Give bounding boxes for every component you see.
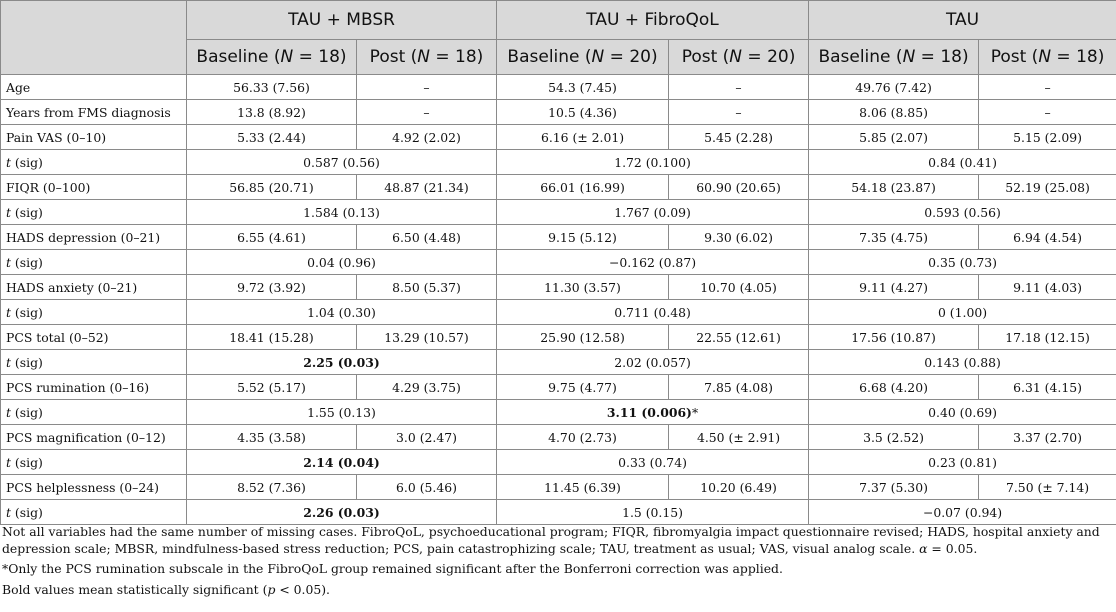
table-cell: 7.85 (4.08) [669,375,809,400]
table-cell: 56.85 (20.71) [187,175,357,200]
t-value: 1.767 (0.09) [614,204,691,220]
row-label: PCS total (0–52) [1,325,187,350]
table-row [1,100,1116,125]
sig-label: (sig) [10,454,43,470]
row-label: Years from FMS diagnosis [1,100,187,125]
subheader-prefix: Post ( [369,47,418,67]
t-symbol: t [6,454,11,470]
row-label [1,300,187,325]
row-label [1,450,187,475]
table-cell: 8.06 (8.85) [809,100,979,125]
table-cell: 4.70 (2.73) [497,425,669,450]
table-cell: 13.29 (10.57) [357,325,497,350]
t-value: 0.35 (0.73) [928,254,997,270]
table-cell: – [357,75,497,100]
subheader-n-symbol: N [591,47,605,67]
table-cell: 49.76 (7.42) [809,75,979,100]
table-cell: 10.20 (6.49) [669,475,809,500]
table-cell: 6.16 (± 2.01) [497,125,669,150]
t-value-cell [497,350,809,375]
row-label: HADS anxiety (0–21) [1,275,187,300]
subheader-1 [357,40,497,75]
table-cell: 8.50 (5.37) [357,275,497,300]
t-symbol: t [6,204,11,220]
t-value-cell [809,450,1116,475]
subheader-n-symbol: N [1038,47,1052,67]
t-value-cell [187,450,497,475]
subheader-prefix: Post ( [990,47,1039,67]
group-header-tau: TAU [809,1,1116,40]
sig-label: (sig) [10,304,43,320]
table-cell: 4.35 (3.58) [187,425,357,450]
row-label [1,200,187,225]
table-cell: 6.0 (5.46) [357,475,497,500]
t-value-cell [497,300,809,325]
t-value-cell [187,400,497,425]
table-cell: 5.85 (2.07) [809,125,979,150]
bonferroni-footnote: *Only the PCS rumination subscale in the FibroQoL group remained significant after the Bonferroni correction was applied. [2,561,783,576]
t-value-cell [187,300,497,325]
table-cell: 4.29 (3.75) [357,375,497,400]
table-cell: 3.37 (2.70) [979,425,1116,450]
subheader-n-symbol: N [280,47,294,67]
table-row [1,75,1116,100]
sig-label: (sig) [10,354,43,370]
table-cell: 9.15 (5.12) [497,225,669,250]
subheader-n-symbol: N [729,47,743,67]
t-value-cell [809,250,1116,275]
t-sig-row [1,300,1116,325]
t-value: 0.143 (0.88) [924,354,1001,370]
t-value: 0.84 (0.41) [928,154,997,170]
t-value-cell [809,200,1116,225]
row-label [1,350,187,375]
table-cell: 9.11 (4.03) [979,275,1116,300]
t-value-cell [187,500,497,525]
t-symbol: t [6,404,11,420]
subheader-prefix: Baseline ( [196,47,281,67]
table-cell: – [357,100,497,125]
table-cell: – [979,100,1116,125]
table-cell: 22.55 (12.61) [669,325,809,350]
t-sig-row [1,250,1116,275]
corner-header [1,1,187,75]
t-sig-row [1,400,1116,425]
row-label: Pain VAS (0–10) [1,125,187,150]
t-symbol: t [6,504,11,520]
table-cell: 6.50 (4.48) [357,225,497,250]
t-value-cell [809,400,1116,425]
table-cell: 9.30 (6.02) [669,225,809,250]
table-cell: 9.75 (4.77) [497,375,669,400]
t-value: 0.33 (0.74) [618,454,687,470]
table-row [1,475,1116,500]
subheader-5 [979,40,1116,75]
t-value-cell [809,300,1116,325]
subheader-suffix: = 18) [1051,47,1105,67]
table-cell: 9.11 (4.27) [809,275,979,300]
table-cell: 4.50 (± 2.91) [669,425,809,450]
t-value-cell [187,250,497,275]
t-value-cell [497,500,809,525]
table-cell: 3.0 (2.47) [357,425,497,450]
t-value: 1.55 (0.13) [307,404,376,420]
t-value: 1.72 (0.100) [614,154,691,170]
table-cell: 6.68 (4.20) [809,375,979,400]
subheader-suffix: = 18) [293,47,347,67]
t-symbol: t [6,304,11,320]
table-cell: 11.45 (6.39) [497,475,669,500]
t-value-cell [809,350,1116,375]
table-row [1,425,1116,450]
table-cell: 7.50 (± 7.14) [979,475,1116,500]
t-value: 0.23 (0.81) [928,454,997,470]
t-value-cell [187,350,497,375]
t-value: 1.04 (0.30) [307,304,376,320]
sig-label: (sig) [10,254,43,270]
subheader-prefix: Baseline ( [507,47,592,67]
row-label: HADS depression (0–21) [1,225,187,250]
sig-label: (sig) [10,504,43,520]
t-symbol: t [6,354,11,370]
table-row [1,325,1116,350]
t-sig-row [1,200,1116,225]
t-value: 0.587 (0.56) [303,154,380,170]
table-cell: 10.70 (4.05) [669,275,809,300]
t-value: 0.04 (0.96) [307,254,376,270]
table-cell: 7.37 (5.30) [809,475,979,500]
t-value-cell [497,250,809,275]
table-cell: 9.72 (3.92) [187,275,357,300]
table-row [1,125,1116,150]
table-cell: 17.56 (10.87) [809,325,979,350]
subheader-suffix: = 18) [430,47,484,67]
subheader-n-symbol: N [417,47,430,67]
t-sig-row [1,350,1116,375]
table-cell: 52.19 (25.08) [979,175,1116,200]
table-notes [0,524,1116,598]
table-cell: 54.18 (23.87) [809,175,979,200]
subheader-prefix: Post ( [681,47,730,67]
t-value: 1.5 (0.15) [622,504,683,520]
t-sig-row [1,150,1116,175]
bold-note-p: p [267,581,276,597]
t-value-cell [497,200,809,225]
table-cell: – [669,75,809,100]
bold-note-suffix: < 0.05). [275,581,330,597]
abbreviations-text: Not all variables had the same number of missing cases. FibroQoL, psychoeducational program; FIQR, fibromyalgia impact questionnaire revised; HADS, hospital anxiety and depression scale; MBSR, mindfulness-based stress reduction; PCS, pain catastrophizing scale; TAU, treatment as usual; VAS, visual analog scale. [2,524,1100,556]
bold-values-note [2,582,1116,599]
t-value: 0.40 (0.69) [928,404,997,420]
subheader-0 [187,40,357,75]
footnote-star: * [691,404,699,420]
t-value: 0.711 (0.48) [614,304,691,320]
t-value-cell [187,150,497,175]
table-row [1,375,1116,400]
t-sig-row [1,500,1116,525]
alpha-symbol: α [919,540,928,556]
t-sig-row [1,450,1116,475]
sig-label: (sig) [10,404,43,420]
significant-value: 2.14 (0.04) [303,454,380,470]
group-header-fibroqol: TAU + FibroQoL [497,1,809,40]
table-cell: 54.3 (7.45) [497,75,669,100]
alpha-value: = 0.05. [927,540,978,556]
subheader-3 [669,40,809,75]
table-cell: 60.90 (20.65) [669,175,809,200]
significant-value: 2.25 (0.03) [303,354,380,370]
table-body [1,75,1116,525]
table-cell: 5.45 (2.28) [669,125,809,150]
subheader-prefix: Baseline ( [818,47,903,67]
subheader-suffix: = 18) [915,47,969,67]
table-cell: 56.33 (7.56) [187,75,357,100]
table-cell: 18.41 (15.28) [187,325,357,350]
t-value-cell [809,150,1116,175]
sig-label: (sig) [10,204,43,220]
t-value-cell [187,200,497,225]
table-cell: 4.92 (2.02) [357,125,497,150]
subheader-suffix: = 20) [604,47,658,67]
table-cell: 3.5 (2.52) [809,425,979,450]
table-cell: 6.55 (4.61) [187,225,357,250]
table-cell: 7.35 (4.75) [809,225,979,250]
t-value-cell [497,450,809,475]
table-cell: 48.87 (21.34) [357,175,497,200]
significant-value: 2.26 (0.03) [303,504,380,520]
row-label [1,250,187,275]
row-label [1,500,187,525]
t-value: 0 (1.00) [937,304,988,320]
table-row [1,275,1116,300]
table-cell: – [979,75,1116,100]
table-cell: 6.31 (4.15) [979,375,1116,400]
row-label: PCS magnification (0–12) [1,425,187,450]
row-label: Age [1,75,187,100]
table-cell: 8.52 (7.36) [187,475,357,500]
table-cell: – [669,100,809,125]
table-cell: 13.8 (8.92) [187,100,357,125]
t-value: 0.593 (0.56) [924,204,1001,220]
t-symbol: t [6,154,11,170]
row-label [1,400,187,425]
table-cell: 5.52 (5.17) [187,375,357,400]
significant-value: 3.11 (0.006) [606,404,692,420]
table-cell: 11.30 (3.57) [497,275,669,300]
t-value-cell [809,500,1116,525]
sig-label: (sig) [10,154,43,170]
row-label: PCS rumination (0–16) [1,375,187,400]
group-header-mbsr: TAU + MBSR [187,1,497,40]
t-value: −0.162 (0.87) [608,254,697,270]
subheader-suffix: = 20) [742,47,796,67]
table-cell: 6.94 (4.54) [979,225,1116,250]
t-value: 2.02 (0.057) [614,354,691,370]
t-value-cell [497,150,809,175]
t-value: −0.07 (0.94) [922,504,1003,520]
t-value: 1.584 (0.13) [303,204,380,220]
table-cell: 17.18 (12.15) [979,325,1116,350]
table-row [1,225,1116,250]
table-cell: 25.90 (12.58) [497,325,669,350]
row-label: FIQR (0–100) [1,175,187,200]
bold-note-prefix: Bold values mean statistically significant ( [2,581,268,597]
subheader-2 [497,40,669,75]
subheader-4 [809,40,979,75]
table-cell: 66.01 (16.99) [497,175,669,200]
table-cell: 5.33 (2.44) [187,125,357,150]
row-label [1,150,187,175]
t-value-cell [497,400,809,425]
group-header-row [1,1,1116,40]
row-label: PCS helplessness (0–24) [1,475,187,500]
abbreviations-note [2,524,1116,557]
table-cell: 10.5 (4.36) [497,100,669,125]
table-cell: 5.15 (2.09) [979,125,1116,150]
table-row [1,175,1116,200]
t-symbol: t [6,254,11,270]
subheader-n-symbol: N [902,47,916,67]
